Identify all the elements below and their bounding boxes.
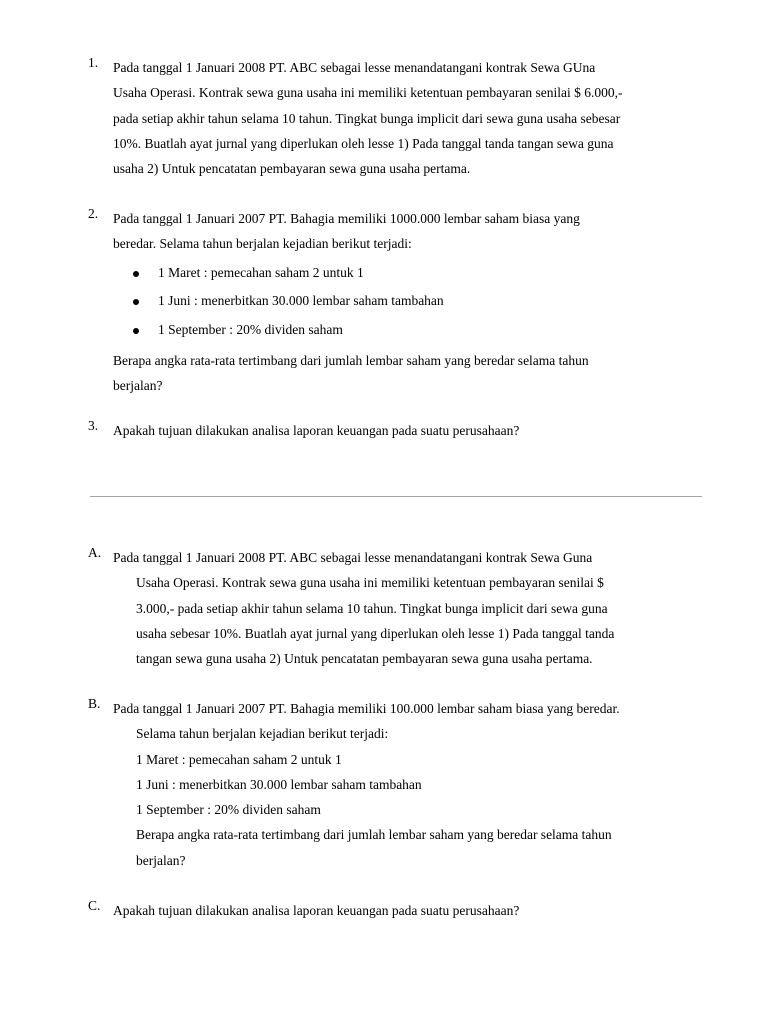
question-b xyxy=(88,696,708,873)
text-line: Apakah tujuan dilakukan analisa laporan keuangan pada suatu perusahaan? xyxy=(113,903,520,918)
text-line: 3.000,- pada setiap akhir tahun selama 10 tahun. Tingkat bunga implicit dari sewa guna xyxy=(136,600,608,616)
text-line: Pada tanggal 1 Januari 2008 PT. ABC sebagai lesse menandatangani kontrak Sewa Guna xyxy=(113,550,593,565)
text-line: 10%. Buatlah ayat jurnal yang diperlukan oleh lesse 1) Pada tanggal tanda tangan sewa guna xyxy=(113,135,614,151)
question-text xyxy=(113,418,708,443)
indented-lines xyxy=(136,721,708,873)
question-letter: A. xyxy=(88,545,102,560)
question-number: 1. xyxy=(88,55,99,70)
question-letter: B. xyxy=(88,696,101,711)
question-2 xyxy=(88,206,708,399)
bullet-item: 1 Maret : pemecahan saham 2 untuk 1 xyxy=(133,259,708,288)
text-line: Pada tanggal 1 Januari 2007 PT. Bahagia memiliki 100.000 lembar saham biasa yang beredar. xyxy=(113,701,620,716)
text-line: Selama tahun berjalan kejadian berikut terjadi: xyxy=(136,726,389,742)
text-line: berjalan? xyxy=(113,378,163,394)
event-bullet-list xyxy=(113,259,708,345)
text-line: beredar. Selama tahun berjalan kejadian berikut terjadi: xyxy=(113,236,412,252)
question-3 xyxy=(88,418,708,443)
text-line: Pada tanggal 1 Januari 2007 PT. Bahagia memiliki 1000.000 lembar saham biasa yang xyxy=(113,211,580,226)
text-line: Berapa angka rata-rata tertimbang dari jumlah lembar saham yang beredar selama tahun xyxy=(113,353,589,369)
question-text xyxy=(113,898,708,923)
text-line: usaha 2) Untuk pencatatan pembayaran sewa guna usaha pertama. xyxy=(113,161,471,177)
question-text xyxy=(113,206,708,399)
text-line: berjalan? xyxy=(136,852,186,868)
text-line: 1 Juni : menerbitkan 30.000 lembar saham tambahan xyxy=(136,776,422,792)
text-line: Pada tanggal 1 Januari 2008 PT. ABC sebagai lesse menandatangani kontrak Sewa GUna xyxy=(113,60,596,75)
question-text xyxy=(113,55,708,181)
question-number: 3. xyxy=(88,418,99,433)
text-line: usaha sebesar 10%. Buatlah ayat jurnal yang diperlukan oleh lesse 1) Pada tanggal tanda xyxy=(136,625,615,641)
text-line: pada setiap akhir tahun selama 10 tahun. Tingkat bunga implicit dari sewa guna usaha sebesar xyxy=(113,110,621,126)
bullet-item: 1 Juni : menerbitkan 30.000 lembar saham tambahan xyxy=(133,287,708,316)
horizontal-divider xyxy=(90,496,702,497)
indented-lines xyxy=(136,570,708,671)
text-line: Berapa angka rata-rata tertimbang dari jumlah lembar saham yang beredar selama tahun xyxy=(136,827,612,843)
question-letter: C. xyxy=(88,898,101,913)
question-1 xyxy=(88,55,708,181)
bullet-item: 1 September : 20% dividen saham xyxy=(133,316,708,345)
question-a xyxy=(88,545,708,671)
question-text xyxy=(113,545,708,671)
text-line: Apakah tujuan dilakukan analisa laporan keuangan pada suatu perusahaan? xyxy=(113,423,520,438)
question-text xyxy=(113,696,708,873)
text-line: tangan sewa guna usaha 2) Untuk pencatatan pembayaran sewa guna usaha pertama. xyxy=(136,651,593,667)
text-line: Usaha Operasi. Kontrak sewa guna usaha ini memiliki ketentuan pembayaran senilai $ 6.000,- xyxy=(113,85,623,101)
text-line: 1 September : 20% dividen saham xyxy=(136,802,321,818)
text-line: 1 Maret : pemecahan saham 2 untuk 1 xyxy=(136,751,342,767)
text-line: Usaha Operasi. Kontrak sewa guna usaha ini memiliki ketentuan pembayaran senilai $ xyxy=(136,575,604,591)
question-c xyxy=(88,898,708,923)
question-number: 2. xyxy=(88,206,99,221)
